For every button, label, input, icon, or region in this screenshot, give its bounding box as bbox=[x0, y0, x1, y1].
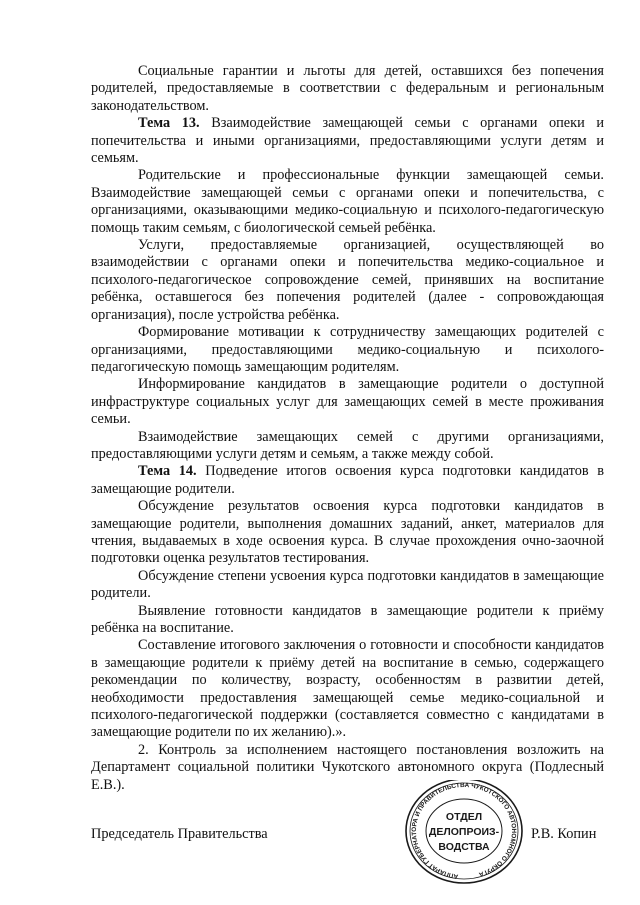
paragraph-text: Составление итогового заключения о готовности и способности кандидатов в замещающие родители к приёму детей на воспитание в семью, содержащего рекомендации по количеству, возрасту, особенностям в развитии детей, необходимости предоставления замещающей семье медико-социальной и психолого-педагогической поддержки (составляется совместно с кандидатами в замещающие родители по их желанию).». bbox=[91, 637, 604, 741]
topic-13-heading: Тема 13. bbox=[138, 115, 200, 132]
signatory-position: Председатель Правительства bbox=[91, 826, 268, 842]
department-stamp bbox=[400, 780, 528, 888]
paragraph-topic-14 bbox=[91, 463, 604, 498]
paragraph-text: Взаимодействие замещающей семьи с органами опеки и попечительства и иными организациями, предоставляющими услуги детям и семьям. bbox=[91, 115, 604, 167]
paragraph-informing bbox=[91, 376, 604, 428]
signatory-name: Р.В. Копин bbox=[531, 826, 597, 842]
paragraph-social-guarantees bbox=[91, 63, 604, 115]
paragraph-text: Формирование мотивации к сотрудничеству замещающих родителей с организациями, предоставляющими медико-социальную и психолого-педагогическую помощь замещающим родителям. bbox=[91, 324, 604, 375]
stamp-line-1: ОТДЕЛ bbox=[445, 811, 483, 823]
paragraph-text: Услуги, предоставляемые организацией, осуществляющей во взаимодействии с органами опеки и попечительства медико-социальное и психолого-педагогическое сопровождение семей, принявших на воспитание ребёнка, оставшегося без попечения родителей (далее - сопровождающая организация), после устройства ребёнка. bbox=[91, 237, 604, 323]
stamp-line-2: ДЕЛОПРОИЗ- bbox=[428, 826, 500, 838]
paragraph-text: Подведение итогов освоения курса подготовки кандидатов в замещающие родители. bbox=[91, 463, 604, 497]
paragraph-text: Выявление готовности кандидатов в замещающие родители к приёму ребёнка на воспитание. bbox=[91, 602, 604, 636]
paragraph-text: Родительские и профессиональные функции замещающей семьи. Взаимодействие замещающей семьи с органами опеки и попечительства, с организациями, оказывающими медико-социальную и психолого-педагогическую помощь таким семьям, с биологической семьей ребёнка. bbox=[91, 167, 604, 236]
topic-14-heading: Тема 14. bbox=[138, 463, 197, 480]
paragraph-results-discussion bbox=[91, 498, 604, 568]
paragraph-text: Информирование кандидатов в замещающие родители о доступной инфраструктуре социальных услуг для замещающих семей в месте проживания семьи. bbox=[91, 376, 604, 428]
paragraph-text: Обсуждение результатов освоения курса подготовки кандидатов в замещающие родители, выполнения домашних заданий, анкет, материалов для чтения, выдаваемых в ходе освоения курса. В случае прохождения очно-заочной подготовки оценка результатов тестирования. bbox=[91, 498, 604, 567]
paragraph-motivation bbox=[91, 324, 604, 376]
paragraph-final-conclusion bbox=[91, 637, 604, 741]
paragraph-text: Социальные гарантии и льготы для детей, оставшихся без попечения родителей, предоставляемые в соответствии с федеральным и региональным законодательством. bbox=[91, 63, 604, 114]
stamp-line-3: ВОДСТВА bbox=[438, 841, 490, 853]
document-body bbox=[91, 63, 604, 794]
paragraph-topic-13 bbox=[91, 115, 604, 167]
paragraph-text: Обсуждение степени усвоения курса подготовки кандидатов в замещающие родители. bbox=[91, 567, 604, 602]
paragraph-text: Взаимодействие замещающих семей с другими организациями, предоставляющими услуги детям и семьям, а также между собой. bbox=[91, 428, 604, 462]
paragraph-course-mastery bbox=[91, 568, 604, 603]
stamp-ring-text: АППАРАТ ГУБЕРНАТОРА И ПРАВИТЕЛЬСТВА ЧУКОТСКОГО АВТОНОМНОГО ОКРУГА bbox=[410, 781, 518, 880]
paragraph-interaction bbox=[91, 429, 604, 464]
paragraph-services bbox=[91, 237, 604, 324]
paragraph-family-functions bbox=[91, 167, 604, 237]
paragraph-readiness bbox=[91, 603, 604, 638]
paragraph-text: 2. Контроль за исполнением настоящего постановления возложить на Департамент социальной политики Чукотского автономного округа (Подлесный Е.В.). bbox=[91, 741, 604, 793]
